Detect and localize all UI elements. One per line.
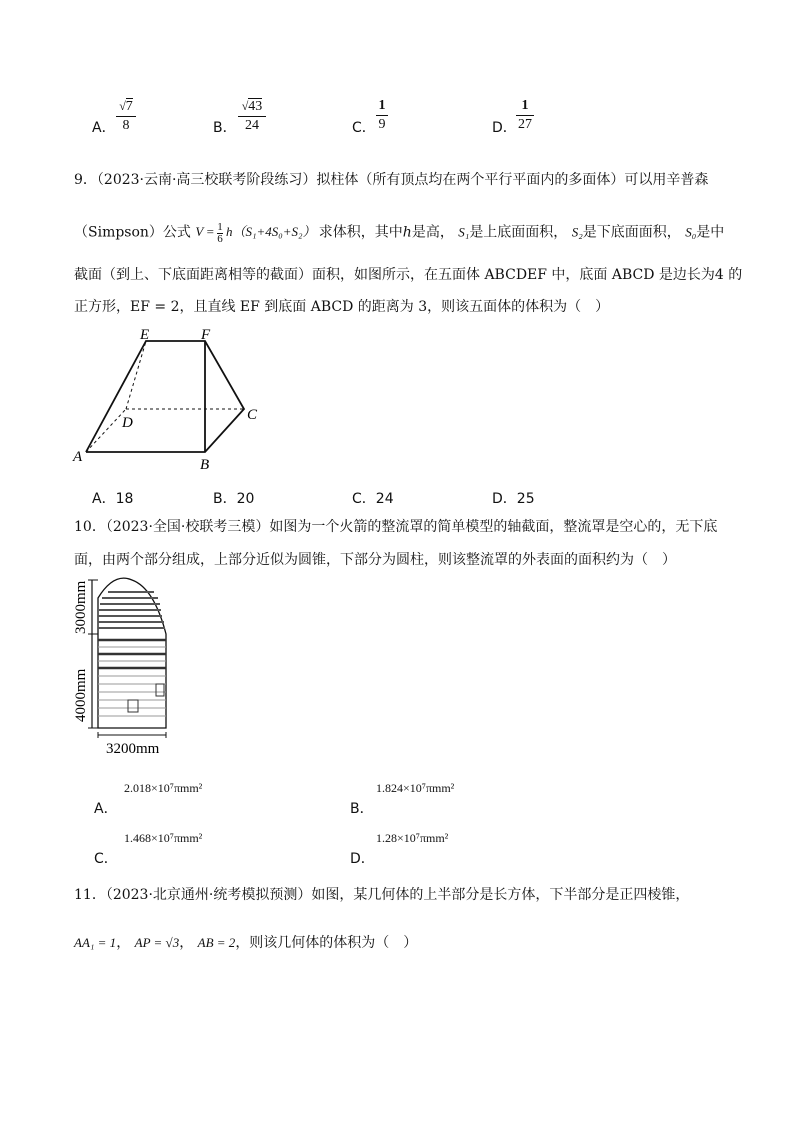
- q8-option-b-fraction: √43 24: [238, 98, 266, 134]
- q8-option-c-label: C．: [352, 120, 376, 136]
- dim-label-bottom: 4000mm: [73, 668, 89, 722]
- q10-line-2: 面，由两个部分组成，上部分近似为圆锥，下部分为圆柱，则该整流罩的外表面的面积约为（ ）: [74, 552, 676, 568]
- q10-line-1: 10．（2023·全国·校联考三模）如图为一个火箭的整流罩的简单模型的轴截面，整流罩是空心的，无下底: [74, 519, 718, 535]
- cone-stripes: [98, 592, 165, 628]
- simpson-formula: V = $\frac{1}{6}$ h（S₁+4S₀+S₂）: [195, 221, 316, 245]
- q10-option-d-text: 1.28×10⁷πmm²: [376, 831, 449, 845]
- q11-line-2: AA₁ = 1， AP = √3， AB = 2，则该几何体的体积为（ ）: [74, 935, 418, 951]
- dim-label-width: 3200mm: [106, 741, 160, 756]
- q9-line-1: 9．（2023·云南·高三校联考阶段练习）拟柱体（所有顶点均在两个平行平面内的多面体）可以用辛普森: [74, 172, 709, 188]
- q8-option-d-fraction: 1 27: [518, 98, 532, 132]
- q10-option-a-text: 2.018×10⁷πmm²: [124, 781, 203, 795]
- vertex-label-d: D: [122, 415, 133, 431]
- q11-cond-ab: AB = 2: [197, 935, 236, 950]
- vertex-label-e: E: [140, 327, 150, 343]
- vertex-label-b: B: [200, 457, 210, 473]
- vertex-label-c: C: [247, 407, 258, 423]
- vertex-label-f: F: [201, 327, 211, 343]
- q9-line-3: 截面（到上、下底面距离相等的截面）面积，如图所示，在五面体 ABCDEF 中，底面 ABCD 是边长为4 的: [74, 267, 743, 283]
- edge-de-hidden: [126, 341, 146, 409]
- rocket-fairing-figure: [70, 572, 190, 756]
- dim-label-top: 3000mm: [73, 580, 89, 634]
- q9-line-2: （Simpson）公式 V = $\frac{1}{6}$ h（S₁+4S₀+S₂） 求体积，其中h是高， S₁是上底面面积， S₂是下底面面积， S₀是中: [74, 221, 725, 245]
- q8-option-c-fraction: 1 9: [376, 98, 388, 133]
- q9-line-2a: （Simpson）公式: [74, 224, 191, 241]
- q8-option-a-label: A．: [92, 120, 116, 136]
- pentahedron-outline: [86, 341, 244, 452]
- pentahedron-figure: [70, 325, 270, 475]
- q8-option-d-label: D．: [492, 120, 517, 136]
- q11-cond-aa1: AA₁ = 1: [74, 935, 117, 950]
- q8-option-a-fraction: √7 8: [116, 98, 136, 134]
- q10-option-c-text: 1.468×10⁷πmm²: [124, 831, 203, 845]
- q10-option-b-text: 1.824×10⁷πmm²: [376, 781, 455, 795]
- q8-option-b-label: B．: [213, 120, 237, 136]
- q11-cond-ap: AP = √3: [134, 935, 180, 950]
- q11-line-1: 11．（2023·北京通州·统考模拟预测）如图，某几何体的上半部分是长方体，下半部分是正四棱锥，: [74, 887, 690, 903]
- q9-line-4: 正方形，EF = 2，且直线 EF 到底面 ABCD 的距离为 3，则该五面体的体积为（ ）: [74, 299, 610, 315]
- vertex-label-a: A: [73, 449, 83, 465]
